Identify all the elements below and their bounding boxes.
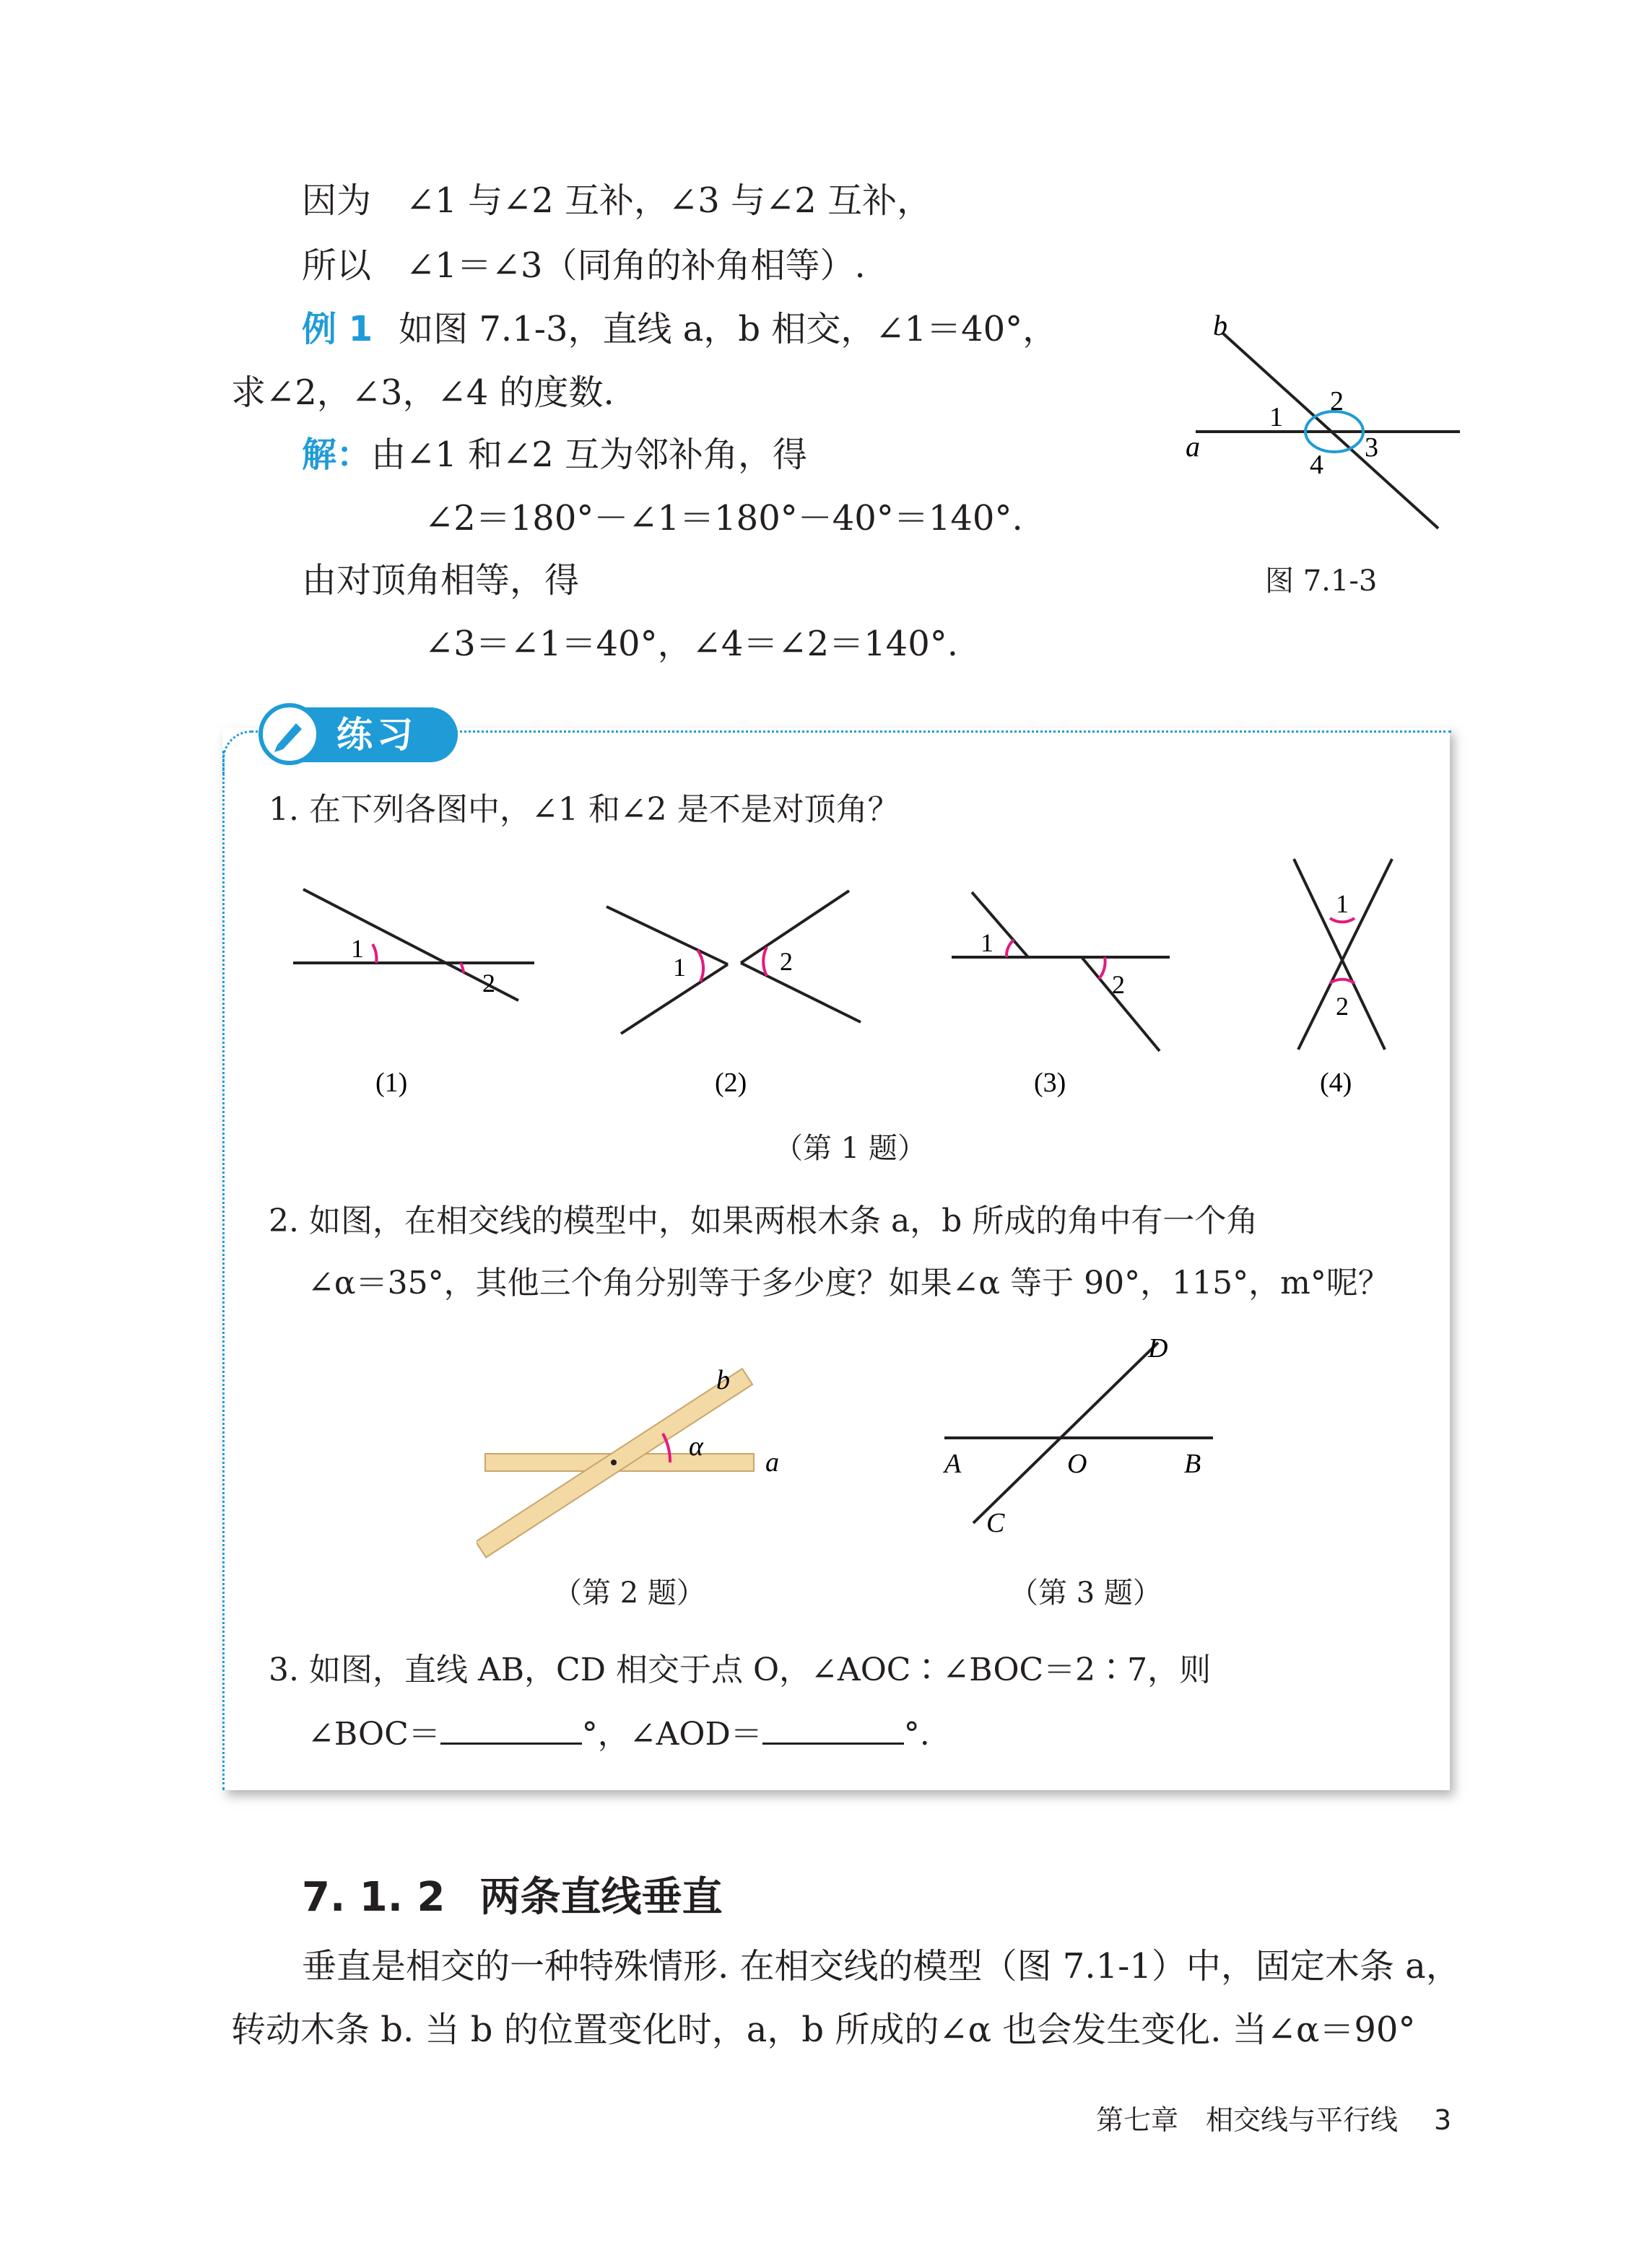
practice-border-top <box>433 730 1451 733</box>
fig-label-a: a <box>1186 430 1200 463</box>
q2-line-1: 2. 如图，在相交线的模型中，如果两根木条 a，b 所成的角中有一个角 <box>269 1203 1258 1239</box>
q2-line-2: ∠α＝35°，其他三个角分别等于多少度？如果∠α 等于 90°，115°，m°呢？ <box>308 1265 1390 1301</box>
q1-figures <box>274 852 1444 1140</box>
q1-f3-angle-2: 2 <box>1112 970 1125 999</box>
solution-line <box>302 433 807 476</box>
intro-line-2: 所以 ∠1＝∠3（同角的补角相等）. <box>302 245 866 286</box>
solution-text: 由∠1 和∠2 互为邻补角，得 <box>371 435 808 475</box>
section-heading <box>302 1872 722 1923</box>
q1-figure-3 <box>952 892 1170 1051</box>
q2-label-b: b <box>716 1365 730 1395</box>
q2-caption: （第 2 题） <box>553 1576 705 1610</box>
example-text-1: 如图 7.1-3，直线 a，b 相交，∠1＝40°， <box>399 309 1058 349</box>
q2-wood-figure <box>477 1357 794 1559</box>
figure-7-1-3 <box>1177 303 1480 549</box>
practice-border-left <box>222 751 225 1790</box>
q3-line-2 <box>308 1711 930 1756</box>
solution-line-2: 由对顶角相等，得 <box>302 560 580 601</box>
fig-angle-4: 4 <box>1310 450 1323 480</box>
page-number: 3 <box>1434 2104 1452 2136</box>
q1-label-4: (4) <box>1320 1068 1352 1098</box>
fig-label-b: b <box>1213 309 1227 341</box>
q3-label-C: C <box>986 1508 1005 1538</box>
q1-figure-1 <box>293 889 534 1000</box>
solution-equation-2: ∠3＝∠1＝40°，∠4＝∠2＝140°. <box>425 624 958 664</box>
section-number: 7. 1. 2 <box>302 1874 445 1921</box>
q1-caption: （第 1 题） <box>774 1132 926 1165</box>
fig-angle-1: 1 <box>1269 402 1283 432</box>
solution-label: 解： <box>302 435 372 475</box>
practice-title: 练习 <box>336 714 417 756</box>
section-title: 两条直线垂直 <box>479 1874 723 1921</box>
q1-f3-angle-1: 1 <box>981 928 994 957</box>
q2-alpha-label: α <box>689 1431 703 1462</box>
q1-label-1: (1) <box>375 1068 408 1098</box>
q1-f4-angle-1: 1 <box>1336 889 1349 918</box>
q1-f4-angle-2: 2 <box>1336 992 1349 1021</box>
q2-label-a: a <box>765 1447 779 1478</box>
intro-line-1: 因为 ∠1 与∠2 互补，∠3 与∠2 互补， <box>302 180 932 221</box>
solution-equation-1: ∠2＝180°－∠1＝180°－40°＝140°. <box>425 498 1023 538</box>
q3-line-1: 3. 如图，直线 AB，CD 相交于点 O，∠AOC∶∠BOC＝2∶7，则 <box>269 1652 1212 1688</box>
q3-label-B: B <box>1184 1449 1201 1479</box>
q3-label-D: D <box>1148 1335 1168 1364</box>
q1-figure-2 <box>607 891 861 1034</box>
q3-label-A: A <box>944 1449 962 1479</box>
pencil-icon <box>258 703 321 765</box>
q1-label-2: (2) <box>715 1068 747 1098</box>
q1-f1-angle-2: 2 <box>482 969 495 998</box>
example-line-2: 求∠2，∠3，∠4 的度数. <box>231 372 614 413</box>
q1-f2-angle-1: 1 <box>673 953 686 982</box>
footer-chapter: 第七章 相交线与平行线 <box>1096 2104 1399 2136</box>
section-line-1: 垂直是相交的一种特殊情形. 在相交线的模型（图 7.1-1）中，固定木条 a， <box>302 1946 1461 1986</box>
answer-blank-aod[interactable] <box>762 1711 904 1745</box>
q1-text: 1. 在下列各图中，∠1 和∠2 是不是对顶角？ <box>269 791 900 828</box>
fig-angle-2: 2 <box>1330 386 1344 416</box>
q1-figure-4 <box>1294 859 1392 1050</box>
q3-figure <box>931 1335 1235 1552</box>
section-line-2: 转动木条 b. 当 b 的位置变化时，a，b 所成的∠α 也会发生变化. 当∠α＝90° <box>231 2010 1416 2050</box>
fig-angle-3: 3 <box>1365 432 1378 463</box>
q1-label-3: (3) <box>1034 1068 1066 1098</box>
q3-part-1: ∠BOC＝ <box>308 1716 440 1753</box>
answer-blank-boc[interactable] <box>440 1711 582 1745</box>
q3-part-2: °，∠AOD＝ <box>581 1716 762 1753</box>
example-line-1 <box>302 308 1057 351</box>
q3-part-3: °. <box>903 1716 930 1753</box>
q1-f2-angle-2: 2 <box>780 947 793 976</box>
q1-f1-angle-1: 1 <box>351 934 364 963</box>
example-label: 例 1 <box>302 309 373 349</box>
q3-caption: （第 3 题） <box>1009 1576 1162 1610</box>
figure-caption: 图 7.1-3 <box>1265 564 1378 598</box>
q3-label-O: O <box>1067 1449 1087 1479</box>
